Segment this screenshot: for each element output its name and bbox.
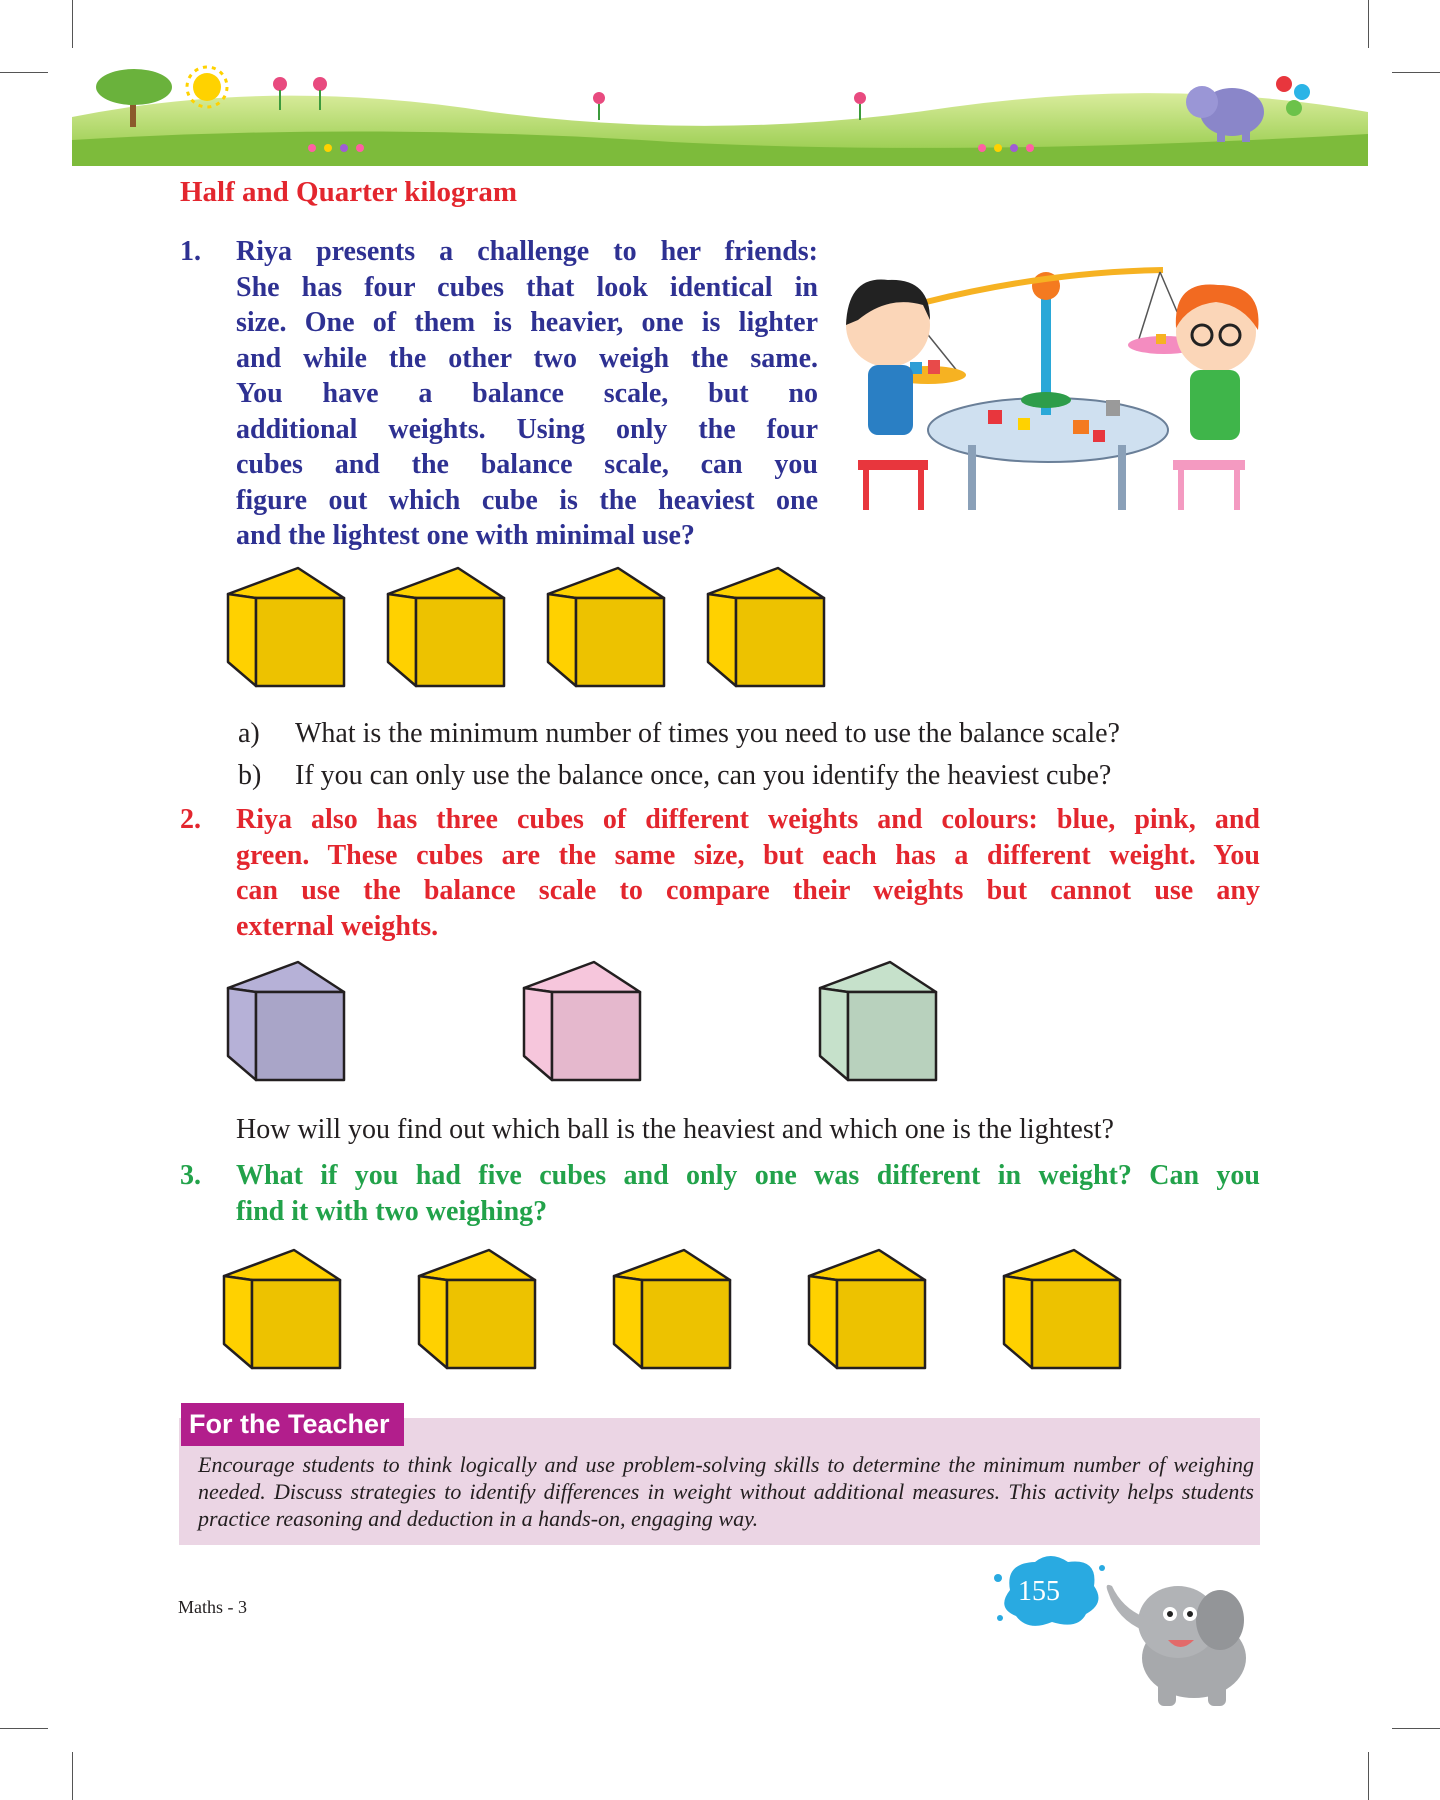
text-line: She has four cubes that look identical in	[236, 271, 818, 303]
crop-mark	[1392, 1728, 1440, 1729]
text-line: green. These cubes are the same size, but each has a different weight. You	[236, 839, 1260, 871]
teacher-note-text: Encourage students to think logically and use problem-solving skills to determine the minimum number of weighing needed. Discuss strategies to identify differences in weight without additional measures. This activity helps students practice reasoning and deduction in a hands-on, engaging way.	[198, 1452, 1254, 1531]
teacher-note-label: For the Teacher	[181, 1403, 404, 1446]
text-line: and the lightest one with minimal use?	[236, 520, 695, 551]
text-line: Riya presents a challenge to her friends:	[236, 236, 818, 267]
text-line: What if you had five cubes and only one was different in weight? Can you	[236, 1160, 1260, 1191]
cube-icon	[388, 568, 504, 686]
book-title: Maths - 3	[178, 1597, 247, 1617]
cube-icon	[614, 1250, 730, 1368]
page-number: 155	[1018, 1576, 1060, 1607]
text-line: Riya also has three cubes of different weights and colours: blue, pink, and	[236, 804, 1260, 835]
section-title: Half and Quarter kilogram	[180, 176, 517, 208]
cube-icon	[524, 962, 640, 1080]
elephant-mascot	[1098, 1562, 1266, 1712]
crop-mark	[1392, 72, 1440, 73]
cube-row-q2	[226, 960, 986, 1094]
header-banner	[72, 62, 1368, 166]
cube-icon	[224, 1250, 340, 1368]
cube-icon	[708, 568, 824, 686]
text-line: cubes and the balance scale, can you	[236, 449, 818, 480]
text-line: size. One of them is heavier, one is lighter	[236, 307, 818, 338]
text-line: find it with two weighing?	[236, 1195, 548, 1227]
cube-icon	[820, 962, 936, 1080]
crop-mark	[0, 1728, 48, 1729]
cube-icon	[228, 962, 344, 1080]
balance-scale-illustration	[838, 250, 1278, 530]
crop-mark	[72, 0, 73, 48]
text-line: external weights.	[236, 910, 439, 942]
question-number: 1.	[180, 236, 201, 267]
sub-question-b: If you can only use the balance once, can you identify the heaviest cube?	[295, 760, 1112, 791]
meadow-illustration	[72, 62, 1368, 166]
cube-icon	[228, 568, 344, 686]
sub-label: b)	[238, 760, 262, 791]
text-line: figure out which cube is the heaviest one	[236, 484, 818, 516]
cube-icon	[809, 1250, 925, 1368]
question-1-text	[236, 234, 818, 554]
text-line: You have a balance scale, but no	[236, 378, 818, 409]
cube-icon	[548, 568, 664, 686]
crop-mark	[72, 1752, 73, 1800]
girl-figure	[846, 280, 930, 510]
question-number: 2.	[180, 804, 201, 835]
question-3-text	[236, 1158, 1260, 1229]
cube-row-q1	[226, 566, 826, 700]
crop-mark	[0, 72, 48, 73]
boy-figure	[1173, 285, 1259, 510]
cube-row-q3	[222, 1248, 1142, 1382]
sub-label: a)	[238, 718, 260, 749]
question-2-text	[236, 802, 1260, 944]
crop-mark	[1368, 1752, 1369, 1800]
text-line: additional weights. Using only the four	[236, 413, 818, 445]
crop-mark	[1368, 0, 1369, 48]
text-line: can use the balance scale to compare their weights but cannot use any	[236, 875, 1260, 906]
sub-question-a: What is the minimum number of times you need to use the balance scale?	[295, 718, 1120, 749]
elephant-icon	[1098, 1562, 1266, 1712]
follow-up-question: How will you find out which ball is the heaviest and which one is the lightest?	[236, 1114, 1114, 1145]
text-line: and while the other two weigh the same.	[236, 342, 818, 374]
cube-icon	[419, 1250, 535, 1368]
cube-icon	[1004, 1250, 1120, 1368]
question-number: 3.	[180, 1160, 201, 1191]
